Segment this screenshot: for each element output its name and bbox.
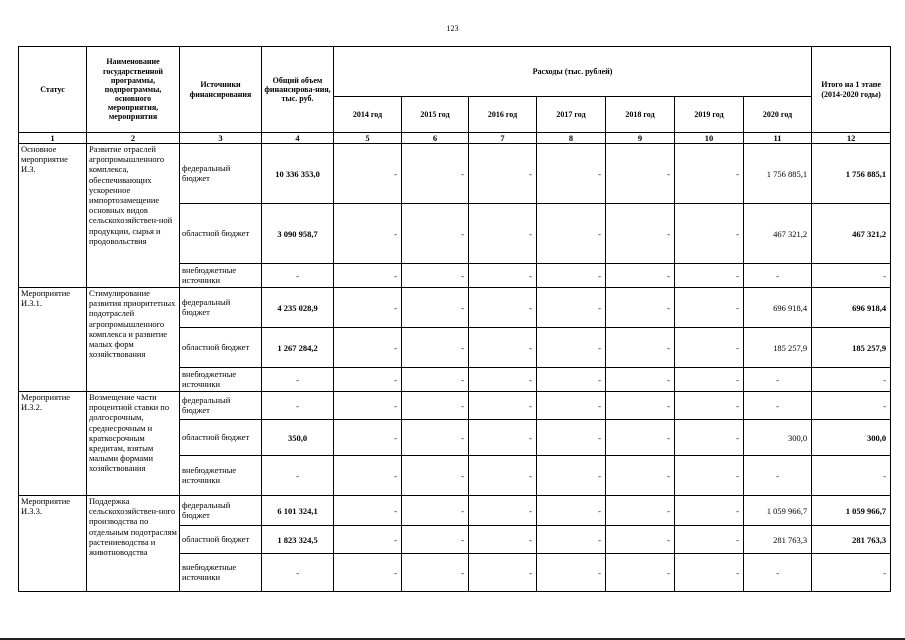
year-value-cell: - [469,456,537,496]
year-value-cell: - [537,264,606,288]
year-value-cell: - [675,204,744,264]
table-row [19,392,891,420]
header-year: 2019 год [675,97,744,133]
year-value-cell: - [606,420,675,456]
year-value-cell: - [606,554,675,592]
funding-source-cell: внебюджетные источники [180,456,262,496]
year-value-cell: - [606,526,675,554]
year-value-cell: 696 918,4 [744,288,812,328]
year-value-cell: - [537,496,606,526]
year-value-cell: - [537,328,606,368]
table-body [19,144,891,592]
year-value-cell: - [675,456,744,496]
year-value-cell: - [675,420,744,456]
year-value-cell: - [675,496,744,526]
year-value-cell: - [606,264,675,288]
column-number: 12 [812,133,891,144]
funding-table [18,46,891,592]
total-volume-cell: - [262,368,334,392]
year-value-cell: - [334,392,402,420]
funding-source-cell: областной бюджет [180,204,262,264]
funding-source-cell: областной бюджет [180,328,262,368]
funding-source-cell: областной бюджет [180,420,262,456]
funding-source-cell: федеральный бюджет [180,392,262,420]
year-value-cell: - [537,392,606,420]
funding-source-cell: внебюджетные источники [180,368,262,392]
year-value-cell: - [675,368,744,392]
year-value-cell: - [334,420,402,456]
column-number: 4 [262,133,334,144]
year-value-cell: - [469,392,537,420]
year-value-cell: - [469,526,537,554]
total-volume-cell: 1 823 324,5 [262,526,334,554]
year-value-cell: - [402,526,469,554]
stage-total-cell: 696 918,4 [812,288,891,328]
year-value-cell: - [606,496,675,526]
measure-name-cell: Поддержка сельскохозяйствен-ного производства по отдельным подотраслям растениеводства и животноводства [87,496,180,592]
status-cell: Мероприятие И.3.1. [19,288,87,392]
stage-total-cell: 467 321,2 [812,204,891,264]
year-value-cell: - [469,288,537,328]
year-value-cell: 467 321,2 [744,204,812,264]
stage-total-cell: 185 257,9 [812,328,891,368]
year-value-cell: - [537,144,606,204]
year-value-cell: - [606,144,675,204]
header-name: Наименование государственной программы, подпрограммы, основного мероприятия, мероприятия [87,47,180,133]
year-value-cell: - [334,264,402,288]
table-row [19,288,891,328]
year-value-cell: - [606,204,675,264]
year-value-cell: - [402,420,469,456]
stage-total-cell: - [812,392,891,420]
stage-total-cell: 300,0 [812,420,891,456]
table-row [19,144,891,204]
year-value-cell: - [744,264,812,288]
measure-name-cell: Развитие отраслей агропромышленного комплекса, обеспечивающих ускоренное импортозамещение основных видов сельскохозяйствен-ной продукции, сырья и продовольствия [87,144,180,288]
page-number: 123 [446,24,459,33]
year-value-cell: - [675,554,744,592]
total-volume-cell: - [262,392,334,420]
year-value-cell: - [334,554,402,592]
year-value-cell: - [402,204,469,264]
year-value-cell: - [334,526,402,554]
header-year: 2014 год [334,97,402,133]
year-value-cell: - [469,368,537,392]
year-value-cell: - [402,144,469,204]
header-stage-total: Итого на 1 этапе (2014-2020 годы) [812,47,891,133]
year-value-cell: - [402,328,469,368]
column-number: 3 [180,133,262,144]
total-volume-cell: 350,0 [262,420,334,456]
year-value-cell: - [675,144,744,204]
funding-source-cell: федеральный бюджет [180,496,262,526]
year-value-cell: 1 756 885,1 [744,144,812,204]
column-number: 11 [744,133,812,144]
header-year: 2015 год [402,97,469,133]
total-volume-cell: 10 336 353,0 [262,144,334,204]
year-value-cell: - [537,456,606,496]
year-value-cell: 281 763,3 [744,526,812,554]
year-value-cell: - [675,288,744,328]
header-year: 2016 год [469,97,537,133]
year-value-cell: - [334,456,402,496]
column-number: 9 [606,133,675,144]
column-number: 8 [537,133,606,144]
year-value-cell: - [537,204,606,264]
year-value-cell: - [606,288,675,328]
year-value-cell: - [402,392,469,420]
year-value-cell: - [675,526,744,554]
year-value-cell: - [469,420,537,456]
year-value-cell: - [402,554,469,592]
year-value-cell: - [334,328,402,368]
year-value-cell: - [537,368,606,392]
year-value-cell: - [469,204,537,264]
year-value-cell: - [334,496,402,526]
measure-name-cell: Возмещение части процентной ставки по долгосрочным, среднесрочным и краткосрочным кредитам, взятым малыми формами хозяйствования [87,392,180,496]
year-value-cell: - [606,368,675,392]
year-value-cell: - [402,288,469,328]
header-total-volume: Общий объем финансирова-ния, тыс. руб. [262,47,334,133]
year-value-cell: 300,0 [744,420,812,456]
header-expenses: Расходы (тыс. рублей) [334,47,812,97]
total-volume-cell: - [262,456,334,496]
header-year: 2017 год [537,97,606,133]
stage-total-cell: 281 763,3 [812,526,891,554]
header-year: 2020 год [744,97,812,133]
year-value-cell: - [334,288,402,328]
year-value-cell: - [606,392,675,420]
year-value-cell: - [537,420,606,456]
year-value-cell: - [744,368,812,392]
stage-total-cell: - [812,368,891,392]
total-volume-cell: 1 267 284,2 [262,328,334,368]
year-value-cell: - [537,554,606,592]
year-value-cell: - [675,392,744,420]
total-volume-cell: 6 101 324,1 [262,496,334,526]
year-value-cell: - [469,496,537,526]
total-volume-cell: - [262,554,334,592]
funding-source-cell: областной бюджет [180,526,262,554]
year-value-cell: - [606,456,675,496]
column-number: 6 [402,133,469,144]
year-value-cell: - [537,526,606,554]
stage-total-cell: - [812,554,891,592]
year-value-cell: - [744,392,812,420]
year-value-cell: - [744,456,812,496]
status-cell: Основное мероприятие И.3. [19,144,87,288]
status-cell: Мероприятие И.3.2. [19,392,87,496]
year-value-cell: 185 257,9 [744,328,812,368]
total-volume-cell: - [262,264,334,288]
year-value-cell: - [469,144,537,204]
year-value-cell: - [469,328,537,368]
funding-source-cell: федеральный бюджет [180,144,262,204]
year-value-cell: - [334,204,402,264]
table-row [19,496,891,526]
header-year: 2018 год [606,97,675,133]
year-value-cell: - [402,456,469,496]
stage-total-cell: - [812,264,891,288]
stage-total-cell: 1 059 966,7 [812,496,891,526]
column-number: 1 [19,133,87,144]
year-value-cell: - [675,264,744,288]
stage-total-cell: 1 756 885,1 [812,144,891,204]
year-value-cell: - [537,288,606,328]
status-cell: Мероприятие И.3.3. [19,496,87,592]
year-value-cell: - [606,328,675,368]
year-value-cell: - [402,264,469,288]
column-number-row [19,133,891,144]
year-value-cell: - [675,328,744,368]
column-number: 5 [334,133,402,144]
year-value-cell: - [744,554,812,592]
stage-total-cell: - [812,456,891,496]
year-value-cell: - [469,264,537,288]
column-number: 7 [469,133,537,144]
year-value-cell: 1 059 966,7 [744,496,812,526]
funding-source-cell: федеральный бюджет [180,288,262,328]
year-value-cell: - [469,554,537,592]
header-sources: Источники финансирования [180,47,262,133]
column-number: 2 [87,133,180,144]
measure-name-cell: Стимулирование развития приоритетных подотраслей агропромышленного комплекса и развитие малых форм хозяйствования [87,288,180,392]
funding-source-cell: внебюджетные источники [180,554,262,592]
total-volume-cell: 4 235 028,9 [262,288,334,328]
funding-source-cell: внебюджетные источники [180,264,262,288]
header-status: Статус [19,47,87,133]
year-value-cell: - [334,368,402,392]
total-volume-cell: 3 090 958,7 [262,204,334,264]
column-number: 10 [675,133,744,144]
year-value-cell: - [334,144,402,204]
year-value-cell: - [402,496,469,526]
year-value-cell: - [402,368,469,392]
